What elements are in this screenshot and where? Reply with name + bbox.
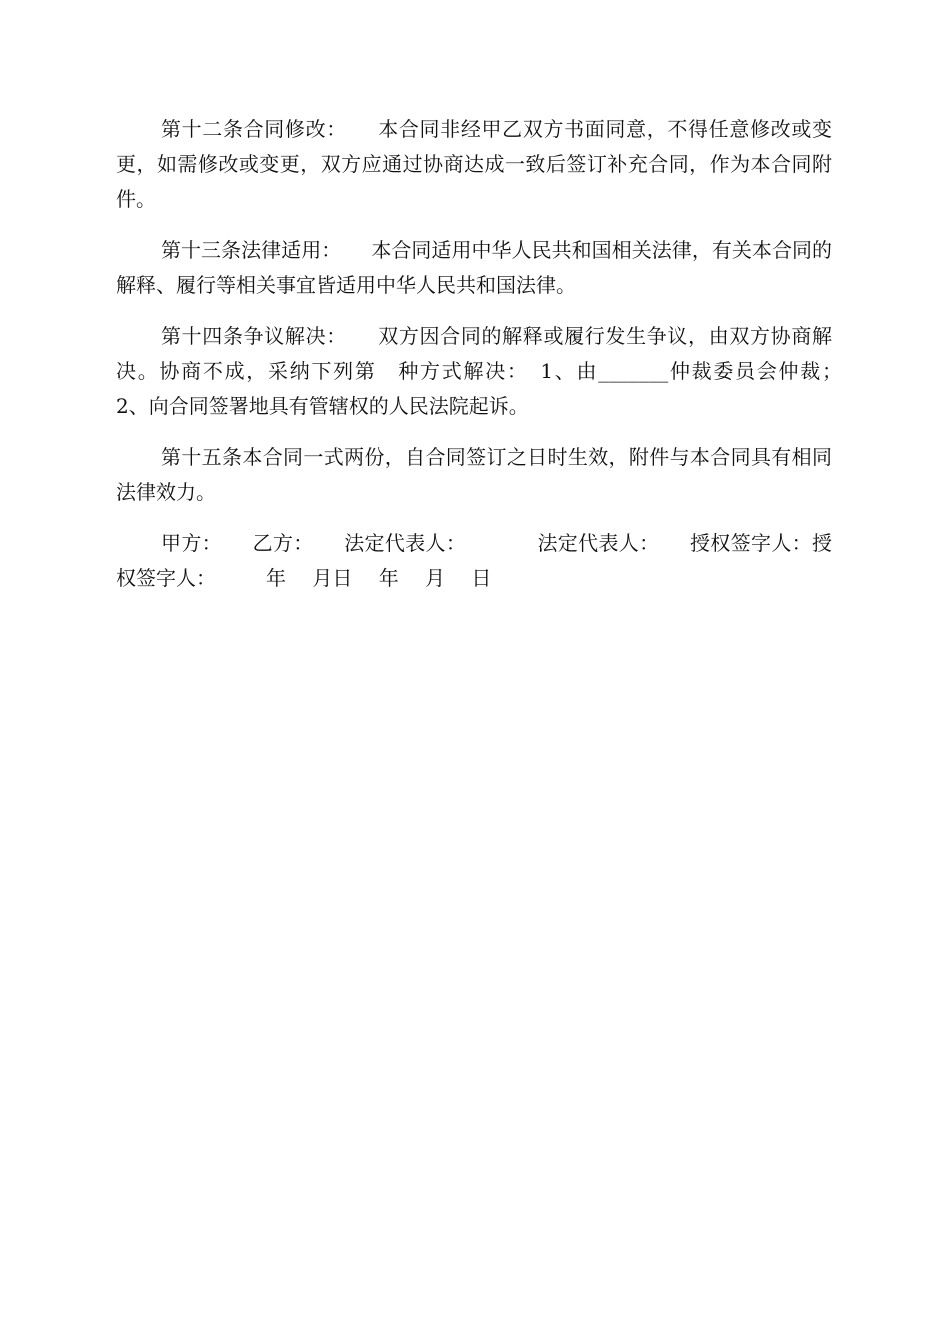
document-body	[116, 112, 892, 612]
article-12-contract-modification: 第十二条合同修改： 本合同非经甲乙双方书面同意，不得任意修改或变更，如需修改或变更，双方应通过协商达成一致后签订补充合同，作为本合同附件。	[116, 117, 832, 211]
article-13-applicable-law: 第十三条法律适用： 本合同适用中华人民共和国相关法律，有关本合同的解释、履行等相关事宜皆适用中华人民共和国法律。	[116, 238, 832, 297]
article-14-dispute-resolution: 第十四条争议解决： 双方因合同的解释或履行发生争议，由双方协商解决。协商不成，采纳下列第 种方式解决： 1、由_______仲裁委员会仲裁； 2、向合同签署地具有管辖权的人民法院起诉。	[116, 324, 892, 418]
article-15-effectiveness: 第十五条本合同一式两份，自合同签订之日时生效，附件与本合同具有相同法律效力。	[116, 445, 832, 504]
signature-block: 甲方： 乙方： 法定代表人： 法定代表人： 授权签字人：授权签字人： 年 月日 年 月 日	[116, 531, 832, 590]
